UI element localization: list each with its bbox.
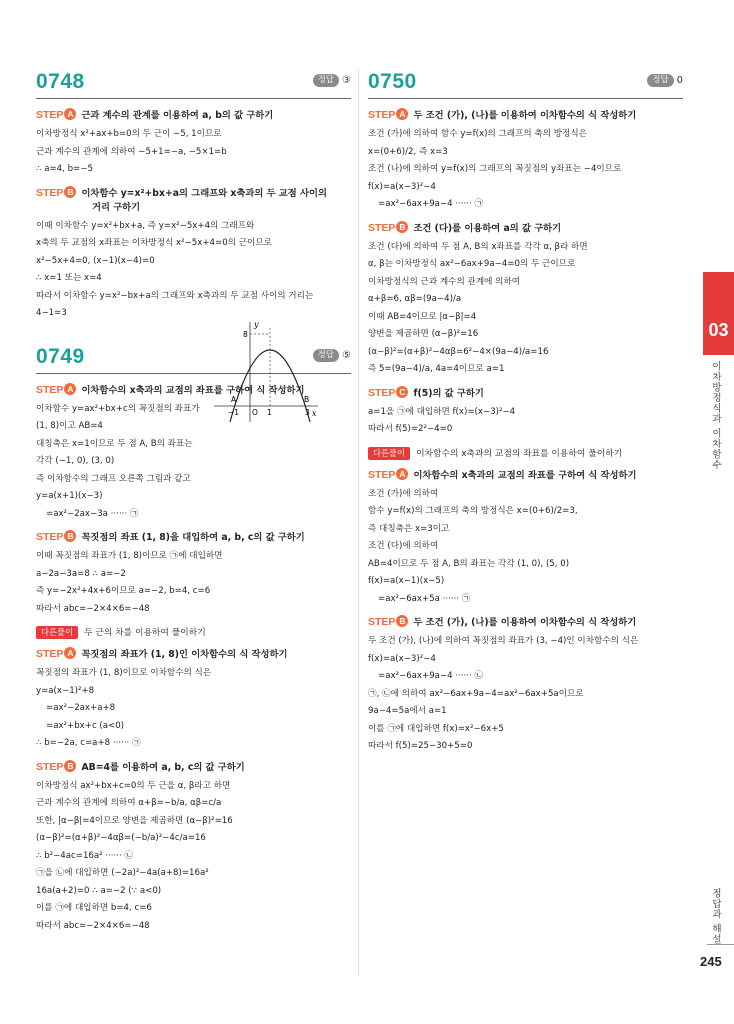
solution-line: f(x)=a(x−1)(x−5) bbox=[368, 576, 445, 586]
solution-line: 이때 AB=4이므로 |α−β|=4 bbox=[368, 311, 477, 322]
step-letter: B bbox=[64, 186, 76, 198]
solution-line: (α−β)²=(α+β)²−4αβ=6²−4×(9a−4)/a=16 bbox=[368, 346, 549, 357]
step-label: STEP bbox=[368, 221, 396, 234]
answer-badge: 정답 bbox=[647, 74, 673, 87]
y-axis-label: y bbox=[254, 320, 259, 329]
step-heading bbox=[368, 221, 683, 236]
x-tick-neg1: −1 bbox=[228, 408, 240, 417]
solution-line: a=1을 ㉠에 대입하면 f(x)=(x−3)²−4 bbox=[368, 406, 516, 417]
solution-line: ∴ a=4, b=−5 bbox=[36, 164, 93, 174]
step-heading bbox=[368, 615, 683, 630]
step-label: STEP bbox=[368, 109, 396, 121]
problem-header-0748 bbox=[36, 70, 351, 96]
step-label: STEP bbox=[368, 468, 396, 481]
step-label: STEP bbox=[36, 109, 64, 121]
solution-line: =ax²−6ax+9a−4 ······ ㉠ bbox=[378, 199, 484, 209]
right-column bbox=[368, 70, 683, 756]
alt-solution-bar bbox=[36, 626, 351, 640]
solution-line: 이차방정식의 근과 계수의 관계에 의하여 bbox=[368, 276, 521, 287]
chapter-tab bbox=[703, 272, 734, 355]
solution-line: =ax²+bx+c (a<0) bbox=[46, 720, 125, 731]
x-tick-3: 3 bbox=[305, 408, 310, 417]
step-heading bbox=[368, 468, 683, 483]
solution-line: 이를 ㉠에 대입하면 b=4, c=6 bbox=[36, 903, 152, 913]
solution-line: x²−5x+4=0, (x−1)(x−4)=0 bbox=[36, 255, 155, 266]
solution-line: ∴ b=−2a, c=a+8 ······ ㉠ bbox=[36, 738, 141, 748]
step-letter: A bbox=[64, 647, 76, 659]
solution-line: ∴ b²−4ac=16a² ······ ㉡ bbox=[36, 850, 134, 861]
step-title: 두 조건 (가), (나)를 이용하여 이차함수의 식 작성하기 bbox=[413, 110, 637, 121]
solution-line: x축의 두 교점의 x좌표는 이차방정식 x²−5x+4=0의 근이므로 bbox=[36, 238, 272, 248]
solution-line: α+β=6, αβ=(9a−4)/a bbox=[368, 294, 462, 304]
solution-line: a−2a−3a=8 ∴ a=−2 bbox=[36, 568, 126, 579]
step-title-cont: 거리 구하기 bbox=[92, 201, 141, 213]
solution-line: ㉠, ㉡에 의하여 ax²−6ax+9a−4=ax²−6ax+5a이므로 bbox=[368, 688, 584, 699]
header-rule bbox=[36, 98, 351, 99]
solution-line: 이때 꼭짓점의 좌표가 (1, 8)이므로 ㉠에 대입하면 bbox=[36, 551, 223, 561]
solution-line: 함수 y=f(x)의 그래프의 축의 방정식은 x=(0+6)/2=3, bbox=[368, 506, 578, 516]
solution-line: 두 조건 (가), (나)에 의하여 꼭짓점의 좌표가 (3, −4)인 이차함수의 식은 bbox=[368, 636, 639, 646]
solution-line: 16a(a+2)=0 ∴ a=−2 (∵ a<0) bbox=[36, 885, 162, 896]
solution-line: 조건 (다)에 의하여 bbox=[368, 541, 439, 551]
solution-line: f(x)=a(x−3)²−4 bbox=[368, 653, 436, 664]
step-label: STEP bbox=[36, 186, 64, 199]
step-title: f(5)의 값 구하기 bbox=[413, 387, 484, 399]
step-heading bbox=[36, 760, 351, 775]
solution-line: (α−β)²=(α+β)²−4αβ=(−b/a)²−4c/a=16 bbox=[36, 833, 206, 843]
problem-number: 0749 bbox=[36, 344, 85, 368]
solution-line: 조건 (나)에 의하여 y=f(x)의 그래프의 꼭짓점의 y좌표는 −4이므로 bbox=[368, 164, 622, 174]
footer-rule bbox=[707, 944, 734, 945]
solution-line: 양변을 제곱하면 (α−β)²=16 bbox=[368, 329, 479, 339]
step-title: AB=4를 이용하여 a, b, c의 값 구하기 bbox=[81, 761, 245, 773]
alt-solution-bar bbox=[368, 447, 683, 461]
problem-number: 0750 bbox=[368, 70, 417, 93]
solution-line: 따라서 abc=−2×4×6=−48 bbox=[36, 920, 150, 931]
step-title: 두 조건 (가), (나)를 이용하여 이차함수의 식 작성하기 bbox=[413, 617, 637, 628]
solution-line: 즉 이차함수의 그래프 오른쪽 그림과 같고 bbox=[36, 473, 191, 484]
solution-line: 이를 ㉠에 대입하면 f(x)=x²−6x+5 bbox=[368, 723, 504, 734]
solution-line: 4−1=3 bbox=[36, 308, 67, 318]
solution-line: (1, 8)이고 AB=4 bbox=[36, 421, 103, 431]
step-title: 이차함수의 x축과의 교점의 좌표를 구하여 식 작성하기 bbox=[413, 469, 637, 481]
solution-line: 즉 대칭축은 x=3이고 bbox=[368, 523, 450, 534]
step-title: 조건 (다)를 이용하여 a의 값 구하기 bbox=[413, 222, 562, 234]
chapter-number: 03 bbox=[708, 320, 729, 340]
solution-line: 각각 (−1, 0), (3, 0) bbox=[36, 456, 115, 466]
origin-label: O bbox=[252, 408, 258, 417]
step-heading bbox=[368, 108, 683, 123]
solution-line: f(x)=a(x−3)²−4 bbox=[368, 181, 436, 192]
solution-line: 근과 계수의 관계에 의하여 α+β=−b/a, αβ=c/a bbox=[36, 798, 222, 808]
step-letter: C bbox=[396, 386, 408, 398]
step-letter: B bbox=[64, 760, 76, 772]
solution-line: 대칭축은 x=1이므로 두 점 A, B의 좌표는 bbox=[36, 438, 193, 449]
column-divider bbox=[358, 70, 359, 975]
solution-line: 9a−4=5a에서 a=1 bbox=[368, 706, 447, 716]
left-column bbox=[36, 70, 351, 935]
step-label: STEP bbox=[36, 531, 64, 543]
solution-line: 따라서 f(5)=25−30+5=0 bbox=[368, 741, 473, 751]
step-heading bbox=[36, 108, 351, 123]
header-rule bbox=[368, 98, 683, 99]
solution-line: 이차방정식 x²+ax+b=0의 두 근이 −5, 1이므로 bbox=[36, 129, 222, 139]
solution-line: 근과 계수의 관계에 의하여 −5+1=−a, −5×1=b bbox=[36, 146, 227, 157]
step-title: 이차함수 y=x²+bx+a의 그래프와 x축과의 두 교점 사이의 bbox=[81, 187, 327, 199]
parabola-graph bbox=[212, 318, 320, 424]
point-a-label: A bbox=[231, 395, 237, 404]
step-letter: A bbox=[396, 108, 408, 120]
solution-line: y=a(x−1)²+8 bbox=[36, 685, 95, 696]
solution-line: =ax²−6ax+5a ······ ㉠ bbox=[378, 593, 471, 604]
step-label: STEP bbox=[368, 616, 396, 628]
solution-line: =ax²−2ax−3a ······ ㉠ bbox=[46, 508, 139, 519]
alt-tag: 다른풀이 bbox=[36, 626, 78, 639]
step-letter: A bbox=[396, 468, 408, 480]
step-label: STEP bbox=[36, 648, 64, 660]
solution-line: α, β는 이차방정식 ax²−6ax+9a−4=0의 두 근이므로 bbox=[368, 259, 576, 269]
step-letter: A bbox=[64, 108, 76, 120]
solution-line: y=a(x+1)(x−3) bbox=[36, 491, 103, 501]
point-b-label: B bbox=[304, 395, 310, 404]
problem-header-0750 bbox=[368, 70, 683, 96]
solution-line: =ax²−6ax+9a−4 ······ ㉡ bbox=[378, 671, 484, 681]
step-letter: B bbox=[64, 530, 76, 542]
step-label: STEP bbox=[36, 760, 64, 773]
answer-badge: 정답 bbox=[313, 349, 339, 362]
solution-line: =ax²−2ax+a+8 bbox=[46, 703, 116, 713]
alt-title: 두 근의 차를 이용하여 풀이하기 bbox=[84, 628, 206, 638]
solution-line: 따라서 abc=−2×4×6=−48 bbox=[36, 603, 150, 614]
solution-line: 이차함수 y=ax²+bx+c의 꼭짓점의 좌표가 bbox=[36, 403, 200, 414]
solution-line: 이차방정식 ax²+bx+c=0의 두 근을 α, β라고 하면 bbox=[36, 780, 231, 791]
step-title: 근과 계수의 관계를 이용하여 a, b의 값 구하기 bbox=[81, 110, 274, 121]
answer-badge: 정답 bbox=[313, 74, 339, 87]
step-letter: B bbox=[396, 615, 408, 627]
solution-line: 즉 y=−2x²+4x+6이므로 a=−2, b=4, c=6 bbox=[36, 586, 211, 596]
solution-line: 조건 (가)에 의하여 bbox=[368, 488, 439, 499]
solution-line: x=(0+6)/2, 즉 x=3 bbox=[368, 146, 448, 157]
solution-line: ㉠을 ㉡에 대입하면 (−2a)²−4a(a+8)=16a² bbox=[36, 868, 209, 878]
step-letter: B bbox=[396, 221, 408, 233]
answer-value: 0 bbox=[676, 75, 683, 86]
solution-line: 이때 이차함수 y=x²+bx+a, 즉 y=x²−5x+4의 그래프와 bbox=[36, 220, 255, 231]
solution-line: ∴ x=1 또는 x=4 bbox=[36, 273, 102, 283]
step-heading bbox=[36, 530, 351, 545]
solution-line: 따라서 f(5)=2²−4=0 bbox=[368, 424, 453, 434]
x-tick-1: 1 bbox=[267, 408, 272, 417]
step-label: STEP bbox=[36, 383, 64, 396]
solution-line: 조건 (다)에 의하여 두 점 A, B의 x좌표를 각각 α, β라 하면 bbox=[368, 241, 588, 252]
answer-box bbox=[313, 74, 351, 87]
problem-number: 0748 bbox=[36, 70, 85, 93]
x-axis-label: x bbox=[312, 409, 317, 418]
step-title: 꼭짓점의 좌표가 (1, 8)인 이차함수의 식 작성하기 bbox=[81, 649, 288, 660]
step-label: STEP bbox=[368, 386, 396, 399]
chapter-title: 이차방정식과 이차함수 bbox=[710, 361, 721, 471]
step-letter: A bbox=[64, 383, 76, 395]
footer-section-title: 정답과 해설 bbox=[710, 888, 721, 945]
step-heading bbox=[36, 647, 351, 662]
solution-line: 따라서 이차함수 y=x²−bx+a의 그래프와 x축과의 두 교점 사이의 거리는 bbox=[36, 290, 314, 301]
alt-tag: 다른풀이 bbox=[368, 447, 410, 460]
step-heading bbox=[368, 386, 683, 401]
solution-line: 즉 5=(9a−4)/a, 4a=4이므로 a=1 bbox=[368, 364, 505, 374]
solution-line: 또한, |α−β|=4이므로 양변을 제곱하면 (α−β)²=16 bbox=[36, 815, 233, 826]
solution-line: 꼭짓점의 좌표가 (1, 8)이므로 이차함수의 식은 bbox=[36, 668, 212, 678]
step-title: 이차함수의 x축과의 교점의 좌표를 구하여 식 작성하기 bbox=[81, 384, 305, 396]
step-title: 꼭짓점의 좌표 (1, 8)을 대입하여 a, b, c의 값 구하기 bbox=[81, 532, 305, 543]
solution-line: AB=4이므로 두 점 A, B의 좌표는 각각 (1, 0), (5, 0) bbox=[368, 558, 570, 569]
alt-title: 이차함수의 x축과의 교점의 좌표를 이용하여 풀이하기 bbox=[416, 448, 623, 459]
step-heading bbox=[36, 186, 351, 215]
answer-value: ③ bbox=[342, 75, 351, 86]
y-tick-8: 8 bbox=[243, 330, 248, 339]
page-number: 245 bbox=[700, 954, 722, 969]
answer-box bbox=[647, 74, 683, 87]
solution-line: 조건 (가)에 의하여 함수 y=f(x)의 그래프의 축의 방정식은 bbox=[368, 129, 587, 139]
answer-value: ⑤ bbox=[342, 349, 351, 361]
